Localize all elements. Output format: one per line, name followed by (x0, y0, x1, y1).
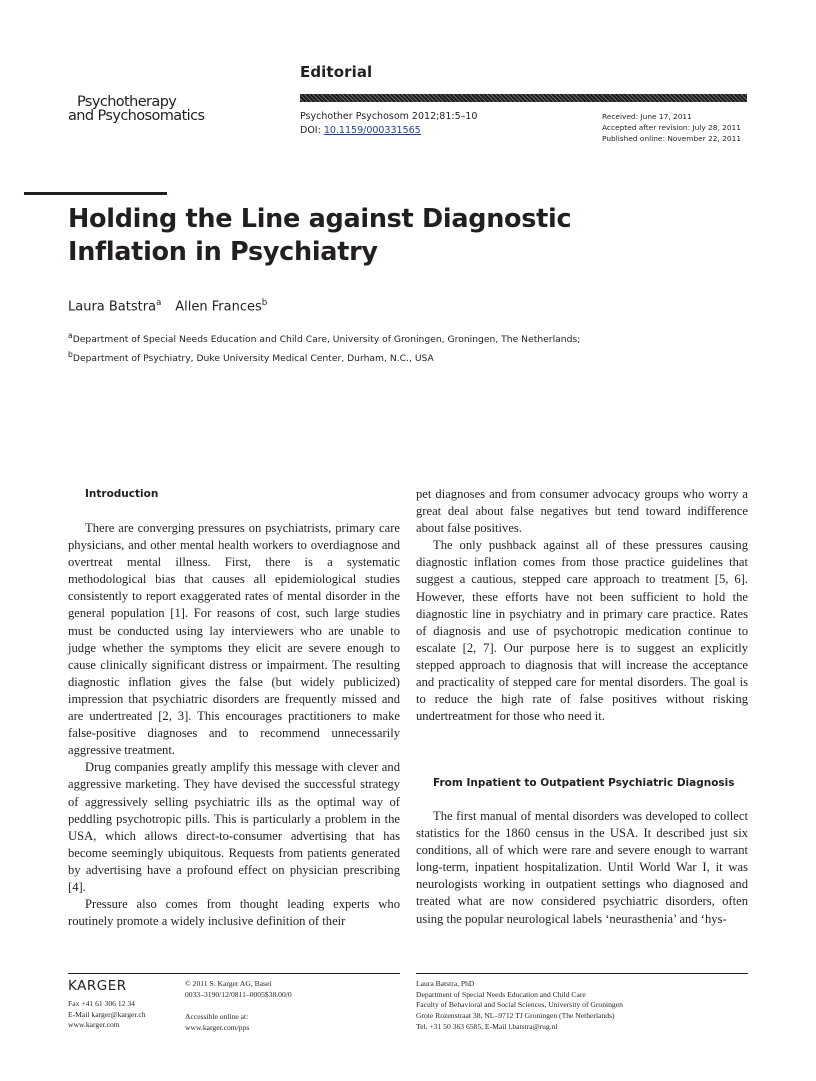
affiliation-a: $^a$Department of Special Needs Education and Child Care, University of Groningen, Groningen, The Netherlands; (68, 331, 581, 346)
journal-logo (68, 95, 208, 123)
corr-dept: Department of Special Needs Education and Child Care (416, 989, 586, 999)
issn: 0033–3190/12/0811–0005$38.00/0 (185, 989, 292, 999)
corr-contact: Tel. +31 50 363 6585, E-Mail l.batstra@rug.nl (416, 1021, 558, 1031)
affiliations (68, 329, 580, 366)
citation-block (300, 110, 477, 138)
doi-link[interactable]: 10.1159/000331565 (323, 125, 421, 136)
footer-rule-left (68, 973, 400, 974)
intro-paragraph-3: Pressure also comes from thought leading experts who routinely promote a widely inclusive definition of their (68, 897, 400, 929)
author-2-sup: b (261, 298, 268, 308)
publisher-logo: KARGER (68, 978, 127, 994)
copyright: © 2011 S. Karger AG, Basel (185, 979, 272, 988)
author-1: Laura Batstra (68, 299, 157, 315)
corr-faculty: Faculty of Behavioral and Social Sciences, University of Groningen (416, 1000, 623, 1010)
author-1-sup: a (156, 298, 162, 308)
intro-paragraph-3-continued: pet diagnoses and from consumer advocacy groups who worry a great deal about false negatives but tend toward indifference about false positives. (416, 487, 748, 536)
intro-paragraph-4: The only pushback against all of these pressures causing diagnostic inflation comes from those practice guidelines that suggest a cautious, stepped care approach to treatment [5, 6]. However, these efforts have not been sufficient to hold the diagnostic line in psychiatry and in primary care practice. Rates of diagnosis and use of psychotropic medication continue to escalate [2, 7]. Our purpose here is to suggest an explicitly stepped approach to diagnosis that will increase the acceptance and practicality of stepped care for mental disorders. The goal is to reduce the high rate of false positives without risking undertreatment for those who need it. (416, 538, 748, 724)
received-date: Received: June 17, 2011 (602, 112, 692, 121)
article-title (68, 203, 668, 269)
corr-address: Grote Rozenstraat 38, NL–9712 TJ Groningen (The Netherlands) (416, 1011, 615, 1021)
right-column-upper (416, 486, 748, 725)
correspondence (416, 979, 623, 1033)
footer-rule-right (416, 973, 748, 974)
accepted-date: Accepted after revision: July 28, 2011 (602, 123, 741, 132)
access-url[interactable]: www.karger.com/pps (185, 1022, 250, 1032)
citation: Psychother Psychosom 2012;81:5–10 (300, 111, 478, 122)
doi-line (300, 124, 477, 138)
online-access (185, 1012, 249, 1033)
intro-paragraph-2: Drug companies greatly amplify this message with clever and aggressive marketing. They have devised the successful strategy of aggressively selling psychiatric ills as the optimal way of peddling psychotropic pills. This is particularly a problem in the USA, which allows direct-to-consumer advertising that has become seemingly ubiquitous. Requests from patients generated by advertising have a profound effect on physician prescribing [4]. (68, 760, 400, 894)
title-line-2: Inflation in Psychiatry (68, 237, 378, 267)
corr-name: Laura Batstra, PhD (416, 979, 475, 988)
publisher-contact (68, 999, 146, 1031)
introduction-heading: Introduction (85, 488, 159, 500)
section-2-paragraph-1: The first manual of mental disorders was developed to collect statistics for the 1860 census in the USA. It described just six conditions, all of which were rare and severe enough to warrant long-term, inpatient hospitalization. Until World War I, it was neurologists working in outpatient settings who diagnosed and treated what are now considered psychiatric disorders, often using the popular neurological labels ‘neurasthenia’ and ‘hys- (416, 809, 748, 926)
article-dates (602, 111, 741, 144)
header-hatched-bar (300, 94, 747, 102)
affiliation-b: $^b$Department of Psychiatry, Duke University Medical Center, Durham, N.C., USA (68, 349, 434, 364)
title-line-1: Holding the Line against Diagnostic (68, 204, 572, 234)
intro-paragraph-1: There are converging pressures on psychiatrists, primary care physicians, and other mental health workers to overdiagnose and overtreat mental illness. First, there is a systematic methodological bias that causes all epidemiological studies consistently to report exaggerated rates of mental disorder in the general population [1]. For reasons of cost, such large studies must be conducted using lay interviewers who are unable to judge whether the symptoms they elicit are severe enough to cause clinically significant distress or impairment. The resulting diagnostic inflation gives the false (but widely publicized) impression that psychiatric disorders are frequently missed and are undertreated [2, 3]. This encourages practitioners to make false-positive diagnoses and to recommend unnecessarily aggressive treatment. (68, 521, 400, 758)
journal-logo-line1: Psychotherapy (77, 94, 177, 110)
publisher-web[interactable]: www.karger.com (68, 1020, 120, 1030)
publisher-fax: Fax +41 61 306 12 34 (68, 999, 135, 1008)
section-label: Editorial (300, 63, 373, 81)
authors (68, 298, 267, 314)
doi-prefix: DOI: (300, 125, 324, 136)
access-label: Accessible online at: (185, 1012, 249, 1021)
left-column (68, 520, 400, 930)
published-date: Published online: November 22, 2011 (602, 134, 742, 143)
right-column-lower (416, 808, 748, 928)
publisher-email[interactable]: E-Mail karger@karger.ch (68, 1009, 146, 1019)
author-2: Allen Frances (175, 299, 262, 315)
journal-logo-line2: and Psychosomatics (68, 108, 205, 124)
copyright-block (185, 979, 292, 1000)
section-2-heading: From Inpatient to Outpatient Psychiatric Diagnosis (433, 777, 735, 789)
title-rule (24, 192, 167, 195)
